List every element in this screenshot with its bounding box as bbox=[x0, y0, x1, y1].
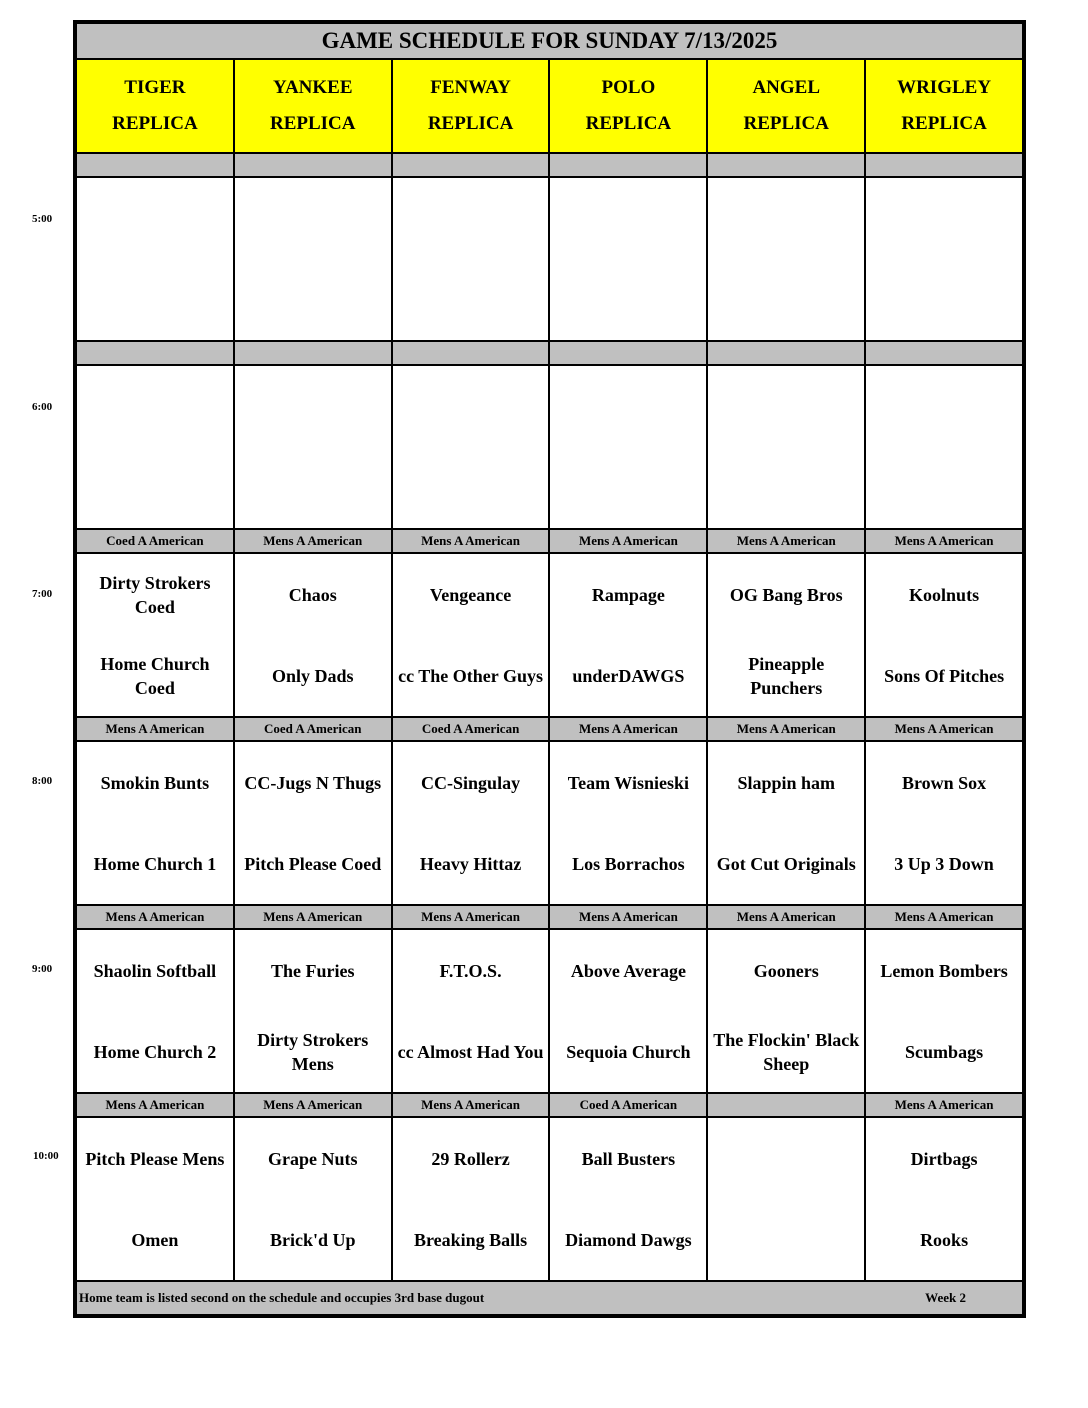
away-team: Ball Busters bbox=[581, 1148, 676, 1169]
division-label: Coed A American bbox=[234, 717, 392, 741]
home-team bbox=[550, 447, 706, 528]
game-cell bbox=[392, 741, 550, 905]
game-cell bbox=[549, 741, 707, 905]
game-cell bbox=[234, 929, 392, 1093]
game-cell bbox=[865, 741, 1023, 905]
game-cell bbox=[234, 553, 392, 717]
game-cell bbox=[865, 177, 1023, 341]
home-team bbox=[393, 447, 549, 528]
field-header-wrigley bbox=[865, 59, 1023, 153]
game-cell bbox=[76, 929, 234, 1093]
game-cell bbox=[392, 929, 550, 1093]
division-label: Mens A American bbox=[707, 905, 865, 929]
home-team: cc The Other Guys bbox=[398, 665, 543, 686]
home-team bbox=[235, 447, 391, 528]
away-team: Grape Nuts bbox=[267, 1148, 358, 1169]
division-label bbox=[76, 341, 234, 365]
home-team: Omen bbox=[131, 1229, 179, 1250]
division-label: Mens A American bbox=[865, 717, 1023, 741]
division-label: Coed A American bbox=[549, 1093, 707, 1117]
game-cell bbox=[76, 553, 234, 717]
home-team: Home Church 2 bbox=[93, 1041, 217, 1062]
home-team: Brick'd Up bbox=[269, 1229, 356, 1250]
away-team bbox=[235, 178, 391, 259]
away-team bbox=[550, 178, 706, 259]
game-cell bbox=[865, 1117, 1023, 1281]
away-team bbox=[393, 366, 549, 447]
division-label: Mens A American bbox=[707, 529, 865, 553]
away-team: F.T.O.S. bbox=[439, 960, 502, 981]
away-team: Team Wisnieski bbox=[567, 772, 690, 793]
away-team: 29 Rollerz bbox=[431, 1148, 510, 1169]
home-team bbox=[393, 259, 549, 340]
away-team: OG Bang Bros bbox=[729, 584, 843, 605]
away-team: Rampage bbox=[591, 584, 665, 605]
page-title: GAME SCHEDULE FOR SUNDAY 7/13/2025 bbox=[76, 23, 1023, 59]
time-label: 5:00 bbox=[32, 213, 53, 225]
field-name: WRIGLEY bbox=[897, 77, 992, 98]
division-label bbox=[549, 341, 707, 365]
home-team-note: Home team is listed second on the schedule and occupies 3rd base dugout bbox=[79, 1290, 485, 1305]
away-team: Dirtbags bbox=[910, 1148, 978, 1169]
time-label: 9:00 bbox=[32, 963, 53, 975]
home-team: Sequoia Church bbox=[566, 1041, 691, 1062]
time-label: 10:00 bbox=[33, 1150, 59, 1162]
away-team: CC-Singulay bbox=[421, 772, 521, 793]
away-team: Koolnuts bbox=[909, 584, 980, 605]
home-team: Sons Of Pitches bbox=[884, 665, 1005, 686]
away-team bbox=[77, 178, 233, 259]
home-team: Pineapple Punchers bbox=[748, 653, 825, 698]
game-cell bbox=[549, 177, 707, 341]
division-label: Mens A American bbox=[76, 1093, 234, 1117]
home-team bbox=[77, 259, 233, 340]
home-team bbox=[866, 259, 1022, 340]
away-team: Lemon Bombers bbox=[880, 960, 1008, 981]
field-surface: REPLICA bbox=[269, 113, 356, 134]
home-team bbox=[550, 259, 706, 340]
field-name: ANGEL bbox=[752, 77, 821, 98]
away-team: Dirty Strokers Coed bbox=[99, 572, 211, 617]
field-surface: REPLICA bbox=[585, 113, 672, 134]
home-team: Diamond Dawgs bbox=[565, 1229, 692, 1250]
field-name: YANKEE bbox=[272, 77, 353, 98]
game-cell bbox=[76, 365, 234, 529]
home-team: Home Church Coed bbox=[100, 653, 210, 698]
field-header-fenway bbox=[392, 59, 550, 153]
division-label: Mens A American bbox=[392, 529, 550, 553]
home-team: Rooks bbox=[920, 1229, 969, 1250]
away-team: Vengeance bbox=[429, 584, 512, 605]
division-label bbox=[392, 341, 550, 365]
game-cell bbox=[392, 365, 550, 529]
division-label bbox=[707, 153, 865, 177]
home-team: Dirty Strokers Mens bbox=[257, 1029, 369, 1074]
game-cell bbox=[707, 741, 865, 905]
game-cell bbox=[234, 1117, 392, 1281]
home-team bbox=[866, 447, 1022, 528]
away-team: Shaolin Softball bbox=[93, 960, 217, 981]
footer-bar bbox=[76, 1281, 1023, 1315]
home-team bbox=[708, 447, 864, 528]
time-label: 6:00 bbox=[32, 401, 53, 413]
home-team bbox=[77, 447, 233, 528]
division-label: Mens A American bbox=[865, 529, 1023, 553]
field-header-polo bbox=[549, 59, 707, 153]
away-team bbox=[393, 178, 549, 259]
division-label: Coed A American bbox=[76, 529, 234, 553]
away-team: Above Average bbox=[570, 960, 686, 981]
home-team: 3 Up 3 Down bbox=[894, 853, 994, 874]
field-header-tiger bbox=[76, 59, 234, 153]
division-label: Mens A American bbox=[865, 905, 1023, 929]
home-team: Only Dads bbox=[271, 665, 354, 686]
game-cell bbox=[549, 929, 707, 1093]
field-surface: REPLICA bbox=[427, 113, 514, 134]
away-team bbox=[77, 366, 233, 447]
division-label bbox=[707, 1093, 865, 1117]
division-label bbox=[865, 341, 1023, 365]
field-header-yankee bbox=[234, 59, 392, 153]
field-surface: REPLICA bbox=[112, 113, 198, 134]
home-team: Scumbags bbox=[905, 1041, 984, 1062]
game-cell bbox=[76, 741, 234, 905]
home-team: Got Cut Originals bbox=[716, 853, 856, 874]
game-cell bbox=[707, 553, 865, 717]
division-label bbox=[234, 341, 392, 365]
home-team: cc Almost Had You bbox=[397, 1041, 544, 1062]
game-cell bbox=[234, 741, 392, 905]
division-label: Mens A American bbox=[865, 1093, 1023, 1117]
home-team: underDAWGS bbox=[572, 665, 685, 686]
division-label: Mens A American bbox=[392, 1093, 550, 1117]
division-label: Mens A American bbox=[76, 905, 234, 929]
game-cell bbox=[707, 1117, 865, 1281]
game-cell bbox=[392, 177, 550, 341]
week-label: Week 2 bbox=[925, 1290, 966, 1305]
division-label bbox=[707, 341, 865, 365]
home-team: Heavy Hittaz bbox=[419, 853, 522, 874]
away-team bbox=[235, 366, 391, 447]
game-cell bbox=[865, 365, 1023, 529]
division-label: Mens A American bbox=[234, 1093, 392, 1117]
away-team bbox=[866, 178, 1022, 259]
time-label: 7:00 bbox=[32, 588, 53, 600]
home-team: Pitch Please Coed bbox=[244, 853, 382, 874]
game-cell bbox=[865, 553, 1023, 717]
away-team bbox=[866, 366, 1022, 447]
game-cell bbox=[549, 365, 707, 529]
game-cell bbox=[707, 929, 865, 1093]
field-name: FENWAY bbox=[430, 77, 511, 98]
division-label bbox=[234, 153, 392, 177]
home-team: Home Church 1 bbox=[93, 853, 217, 874]
away-team: Smokin Bunts bbox=[100, 772, 210, 793]
game-cell bbox=[549, 553, 707, 717]
game-cell bbox=[707, 177, 865, 341]
away-team: Chaos bbox=[288, 584, 337, 605]
game-cell bbox=[234, 177, 392, 341]
division-label: Mens A American bbox=[234, 529, 392, 553]
game-cell bbox=[707, 365, 865, 529]
home-team: The Flockin' Black Sheep bbox=[713, 1029, 860, 1074]
time-label: 8:00 bbox=[32, 775, 53, 787]
away-team bbox=[708, 178, 864, 259]
game-cell bbox=[76, 177, 234, 341]
field-header-angel bbox=[707, 59, 865, 153]
away-team bbox=[708, 1118, 864, 1199]
home-team: Breaking Balls bbox=[413, 1229, 528, 1250]
division-label: Mens A American bbox=[392, 905, 550, 929]
schedule-table bbox=[73, 20, 1026, 1318]
game-cell bbox=[392, 553, 550, 717]
division-label: Coed A American bbox=[392, 717, 550, 741]
away-team bbox=[550, 366, 706, 447]
home-team bbox=[235, 259, 391, 340]
game-cell bbox=[234, 365, 392, 529]
away-team: Pitch Please Mens bbox=[85, 1148, 225, 1169]
division-label: Mens A American bbox=[76, 717, 234, 741]
division-label bbox=[76, 153, 234, 177]
field-surface: REPLICA bbox=[743, 113, 829, 134]
division-label bbox=[549, 153, 707, 177]
division-label: Mens A American bbox=[549, 905, 707, 929]
division-label: Mens A American bbox=[707, 717, 865, 741]
home-team bbox=[708, 1199, 864, 1280]
game-cell bbox=[392, 1117, 550, 1281]
division-label bbox=[865, 153, 1023, 177]
field-name: POLO bbox=[601, 77, 656, 98]
away-team: The Furies bbox=[270, 960, 355, 981]
game-cell bbox=[76, 1117, 234, 1281]
away-team: Slappin ham bbox=[737, 772, 836, 793]
home-team: Los Borrachos bbox=[572, 853, 685, 874]
home-team bbox=[708, 259, 864, 340]
away-team bbox=[708, 366, 864, 447]
division-label bbox=[392, 153, 550, 177]
division-label: Mens A American bbox=[549, 529, 707, 553]
game-cell bbox=[865, 929, 1023, 1093]
field-surface: REPLICA bbox=[901, 113, 987, 134]
division-label: Mens A American bbox=[234, 905, 392, 929]
division-label: Mens A American bbox=[549, 717, 707, 741]
away-team: CC-Jugs N Thugs bbox=[244, 772, 382, 793]
field-name: TIGER bbox=[124, 77, 186, 98]
away-team: Brown Sox bbox=[901, 772, 987, 793]
away-team: Gooners bbox=[753, 960, 819, 981]
game-cell bbox=[549, 1117, 707, 1281]
